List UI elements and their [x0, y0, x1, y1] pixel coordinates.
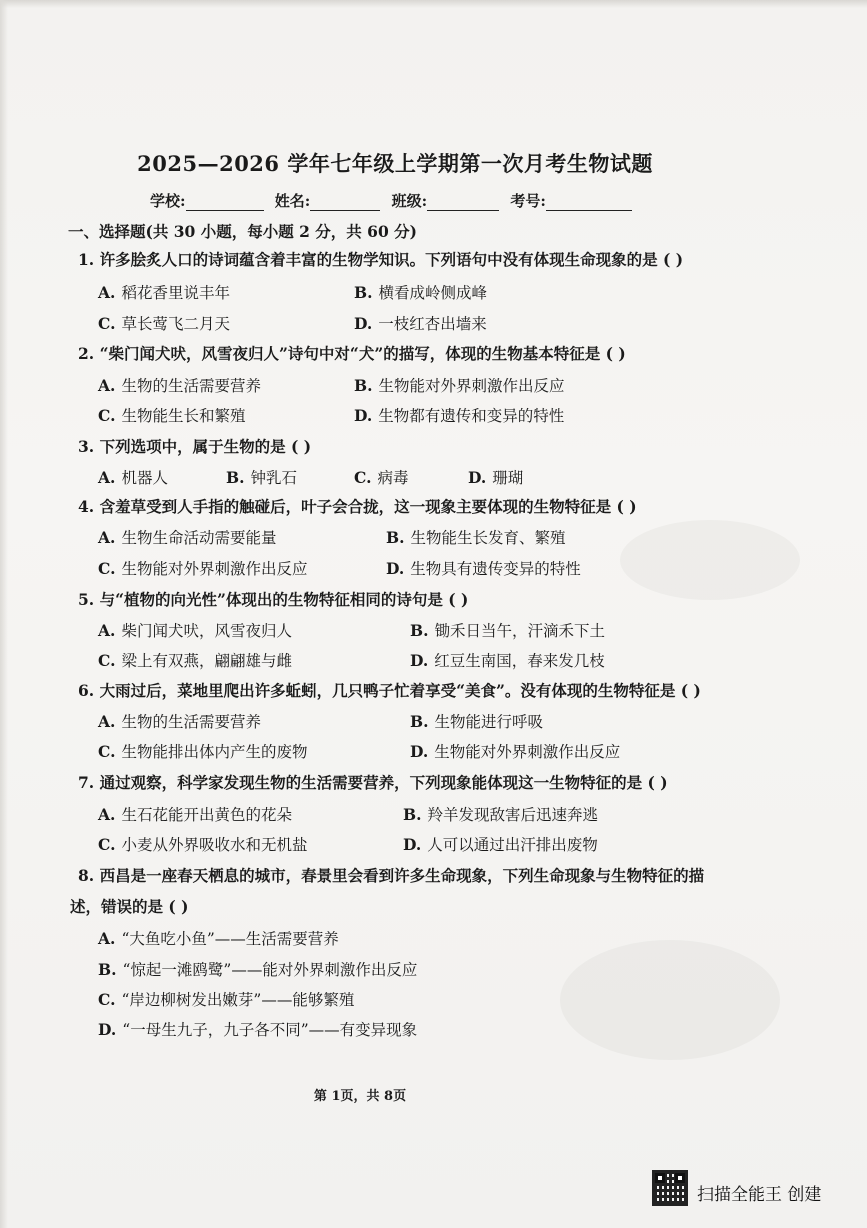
question-stem: 2. “柴门闻犬吠，风雪夜归人”诗句中对“犬”的描写，体现的生物基本特征是 ( ) — [78, 344, 626, 363]
exam-number-blank[interactable] — [546, 194, 632, 211]
option-c[interactable]: C. “岸边柳树发出嫩芽”——能够繁殖 — [98, 990, 355, 1009]
qr-code-icon — [652, 1170, 688, 1206]
option-c[interactable]: C. 梁上有双燕，翩翩雄与雌 — [98, 651, 292, 670]
option-c[interactable]: C. 草长莺飞二月天 — [98, 314, 230, 333]
question-stem: 3. 下列选项中，属于生物的是 ( ) — [78, 437, 312, 456]
option-d[interactable]: D. 珊瑚 — [468, 468, 524, 487]
question-stem-continued: 述，错误的是 ( ) — [70, 897, 189, 916]
option-d[interactable]: D. 生物都有遗传和变异的特性 — [354, 406, 565, 425]
option-d[interactable]: D. 人可以通过出汗排出废物 — [403, 835, 598, 854]
page-title: 2025—2026 学年七年级上学期第一次月考生物试题 — [137, 151, 653, 176]
question-stem: 7. 通过观察，科学家发现生物的生活需要营养，下列现象能体现这一生物特征的是 ( ) — [78, 773, 668, 792]
option-a[interactable]: A. 机器人 — [98, 468, 168, 487]
option-d[interactable]: D. “一母生九子，九子各不同”——有变异现象 — [98, 1020, 418, 1039]
option-a[interactable]: A. 稻花香里说丰年 — [98, 283, 230, 302]
question-stem: 5. 与“植物的向光性”体现出的生物特征相同的诗句是 ( ) — [78, 590, 469, 609]
option-c[interactable]: C. 生物能排出体内产生的废物 — [98, 742, 308, 761]
option-a[interactable]: A. 生物的生活需要营养 — [98, 712, 261, 731]
option-a[interactable]: A. 柴门闻犬吠，风雪夜归人 — [98, 621, 292, 640]
name-blank[interactable] — [310, 194, 380, 211]
option-b[interactable]: B. “惊起一滩鸥鹭”——能对外界刺激作出反应 — [98, 960, 418, 979]
question-stem: 1. 许多脍炙人口的诗词蕴含着丰富的生物学知识。下列语句中没有体现生命现象的是 ( ) — [78, 250, 684, 269]
option-b[interactable]: B. 生物能进行呼吸 — [410, 712, 544, 731]
option-c[interactable]: C. 病毒 — [354, 468, 409, 487]
page-number: 第 1页，共 8页 — [313, 1089, 407, 1104]
option-a[interactable]: A. 生物生命活动需要能量 — [98, 528, 277, 547]
section-heading: 一、选择题(共 30 小题，每小题 2 分，共 60 分) — [68, 222, 417, 241]
option-b[interactable]: B. 钟乳石 — [226, 468, 298, 487]
option-a[interactable]: A. 生物的生活需要营养 — [98, 376, 261, 395]
option-c[interactable]: C. 生物能生长和繁殖 — [98, 406, 246, 425]
scanner-watermark: 扫描全能王 创建 — [697, 1185, 822, 1205]
question-stem: 4. 含羞草受到人手指的触碰后，叶子会合拢，这一现象主要体现的生物特征是 ( ) — [78, 497, 637, 516]
option-b[interactable]: B. 生物能生长发育、繁殖 — [386, 528, 566, 547]
option-d[interactable]: D. 红豆生南国，春来发几枝 — [410, 651, 605, 670]
option-d[interactable]: D. 生物具有遗传变异的特性 — [386, 559, 581, 578]
option-d[interactable]: D. 生物能对外界刺激作出反应 — [410, 742, 621, 761]
option-c[interactable]: C. 小麦从外界吸收水和无机盐 — [98, 835, 308, 854]
option-b[interactable]: B. 锄禾日当午，汗滴禾下土 — [410, 621, 606, 640]
class-blank[interactable] — [427, 194, 499, 211]
student-info-row — [150, 190, 638, 211]
option-b[interactable]: B. 横看成岭侧成峰 — [354, 283, 488, 302]
scan-smudge — [620, 520, 800, 600]
question-stem: 8. 西昌是一座春天栖息的城市，春景里会看到许多生命现象，下列生命现象与生物特征的描 — [78, 866, 705, 885]
exam-number-label: 考号: — [510, 192, 546, 210]
class-label: 班级: — [391, 192, 428, 210]
question-stem: 6. 大雨过后，菜地里爬出许多蚯蚓，几只鸭子忙着享受“美食”。没有体现的生物特征是 ( ) — [78, 681, 701, 700]
scan-smudge — [560, 940, 780, 1060]
option-b[interactable]: B. 羚羊发现敌害后迅速奔逃 — [403, 805, 599, 824]
scan-edge-left — [0, 0, 8, 1228]
option-a[interactable]: A. “大鱼吃小鱼”——生活需要营养 — [98, 929, 339, 948]
school-blank[interactable] — [186, 194, 264, 211]
scan-edge-top — [0, 0, 867, 8]
option-c[interactable]: C. 生物能对外界刺激作出反应 — [98, 559, 308, 578]
option-b[interactable]: B. 生物能对外界刺激作出反应 — [354, 376, 565, 395]
option-d[interactable]: D. 一枝红杏出墙来 — [354, 314, 487, 333]
school-label: 学校: — [150, 192, 186, 210]
option-a[interactable]: A. 生石花能开出黄色的花朵 — [98, 805, 292, 824]
name-label: 姓名: — [274, 192, 311, 210]
